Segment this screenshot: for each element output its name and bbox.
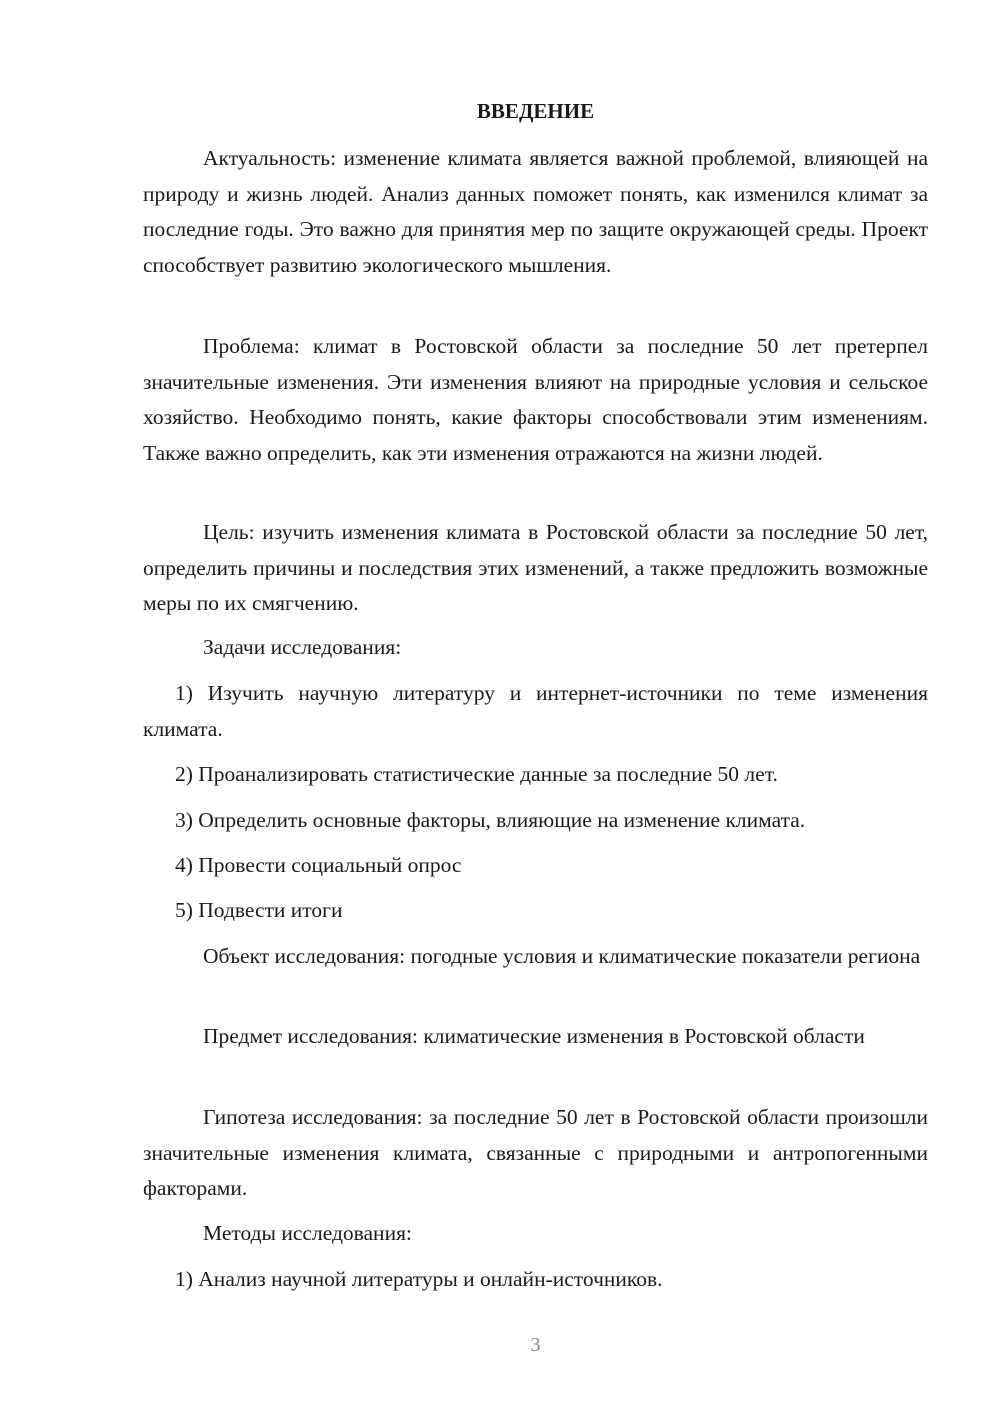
methods-heading: Методы исследования: <box>203 1221 412 1245</box>
task-item: 5) Подвести итоги <box>175 898 343 922</box>
task-item: 2) Проанализировать статистические данные за последние 50 лет. <box>175 762 778 786</box>
task-item: 3) Определить основные факторы, влияющие на изменение климата. <box>175 808 806 832</box>
page-title: ВВЕДЕНИЕ <box>476 99 595 123</box>
goal-paragraph: Цель: изучить изменения климата в Ростовской области за последние 50 лет, определить причины и последствия этих изменений, а также предложить возможные меры по их смягчению. <box>143 520 928 615</box>
page-number: 3 <box>530 1334 541 1356</box>
object-paragraph: Объект исследования: погодные условия и климатические показатели региона <box>203 944 921 968</box>
task-item: 1) Изучить научную литературу и интернет-источники по теме изменения климата. <box>143 681 928 741</box>
method-item: 1) Анализ научной литературы и онлайн-источников. <box>175 1267 663 1291</box>
task-item: 4) Провести социальный опрос <box>175 853 462 877</box>
subject-paragraph: Предмет исследования: климатические изменения в Ростовской области <box>203 1024 865 1048</box>
document-page <box>143 0 928 1414</box>
tasks-heading: Задачи исследования: <box>203 635 402 659</box>
relevance-paragraph: Актуальность: изменение климата является важной проблемой, влияющей на природу и жизнь людей. Анализ данных поможет понять, как изменился климат за последние годы. Это важно для принятия мер по защите окружающей среды. Проект способствует развитию экологического мышления. <box>143 146 928 277</box>
hypothesis-paragraph: Гипотеза исследования: за последние 50 лет в Ростовской области произошли значительные изменения климата, связанные с природными и антропогенными факторами. <box>143 1105 928 1200</box>
problem-paragraph: Проблема: климат в Ростовской области за последние 50 лет претерпел значительные изменения. Эти изменения влияют на природные условия и сельское хозяйство. Необходимо понять, какие факторы способствовали этим изменениям. Также важно определить, как эти изменения отражаются на жизни людей. <box>143 334 928 465</box>
